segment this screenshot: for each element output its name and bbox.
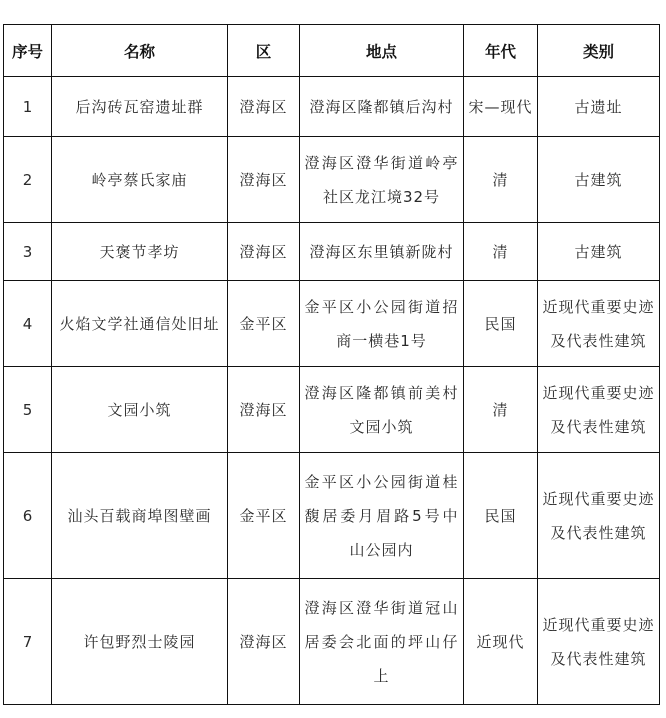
header-row <box>4 25 660 77</box>
cell-category: 近现代重要史迹及代表性建筑 <box>538 453 660 579</box>
cell-seq: 6 <box>4 453 52 579</box>
cell-category: 近现代重要史迹及代表性建筑 <box>538 579 660 705</box>
cell-district: 澄海区 <box>228 579 300 705</box>
cell-name: 天褒节孝坊 <box>52 223 228 281</box>
header-name: 名称 <box>52 25 228 77</box>
cell-location: 澄海区东里镇新陇村 <box>300 223 464 281</box>
header-seq: 序号 <box>4 25 52 77</box>
table-row <box>4 281 660 367</box>
table-row <box>4 137 660 223</box>
cell-era: 清 <box>464 367 538 453</box>
cell-district: 澄海区 <box>228 367 300 453</box>
cell-seq: 1 <box>4 77 52 137</box>
cell-location: 澄海区隆都镇后沟村 <box>300 77 464 137</box>
heritage-table <box>3 24 660 705</box>
cell-name: 岭亭蔡氏家庙 <box>52 137 228 223</box>
cell-name: 许包野烈士陵园 <box>52 579 228 705</box>
cell-district: 金平区 <box>228 453 300 579</box>
cell-location: 金平区小公园街道桂馥居委月眉路5号中山公园内 <box>300 453 464 579</box>
cell-location: 澄海区澄华街道冠山居委会北面的坪山仔上 <box>300 579 464 705</box>
cell-era: 民国 <box>464 453 538 579</box>
header-location: 地点 <box>300 25 464 77</box>
cell-seq: 5 <box>4 367 52 453</box>
cell-name: 后沟砖瓦窑遗址群 <box>52 77 228 137</box>
cell-category: 古建筑 <box>538 223 660 281</box>
cell-name: 火焰文学社通信处旧址 <box>52 281 228 367</box>
cell-name: 汕头百载商埠图壁画 <box>52 453 228 579</box>
cell-era: 近现代 <box>464 579 538 705</box>
header-category: 类别 <box>538 25 660 77</box>
cell-category: 古建筑 <box>538 137 660 223</box>
cell-location: 澄海区澄华街道岭亭社区龙江境32号 <box>300 137 464 223</box>
table-row <box>4 77 660 137</box>
table-row <box>4 579 660 705</box>
cell-seq: 4 <box>4 281 52 367</box>
cell-seq: 2 <box>4 137 52 223</box>
cell-name: 文园小筑 <box>52 367 228 453</box>
cell-location: 澄海区隆都镇前美村文园小筑 <box>300 367 464 453</box>
table-row <box>4 223 660 281</box>
cell-district: 澄海区 <box>228 223 300 281</box>
cell-seq: 3 <box>4 223 52 281</box>
cell-district: 金平区 <box>228 281 300 367</box>
cell-category: 近现代重要史迹及代表性建筑 <box>538 367 660 453</box>
header-era: 年代 <box>464 25 538 77</box>
cell-era: 清 <box>464 137 538 223</box>
header-district: 区 <box>228 25 300 77</box>
cell-category: 古遗址 <box>538 77 660 137</box>
cell-category: 近现代重要史迹及代表性建筑 <box>538 281 660 367</box>
cell-district: 澄海区 <box>228 77 300 137</box>
cell-location: 金平区小公园街道招商一横巷1号 <box>300 281 464 367</box>
cell-era: 宋—现代 <box>464 77 538 137</box>
table-row <box>4 367 660 453</box>
cell-district: 澄海区 <box>228 137 300 223</box>
table-row <box>4 453 660 579</box>
cell-era: 清 <box>464 223 538 281</box>
cell-era: 民国 <box>464 281 538 367</box>
cell-seq: 7 <box>4 579 52 705</box>
